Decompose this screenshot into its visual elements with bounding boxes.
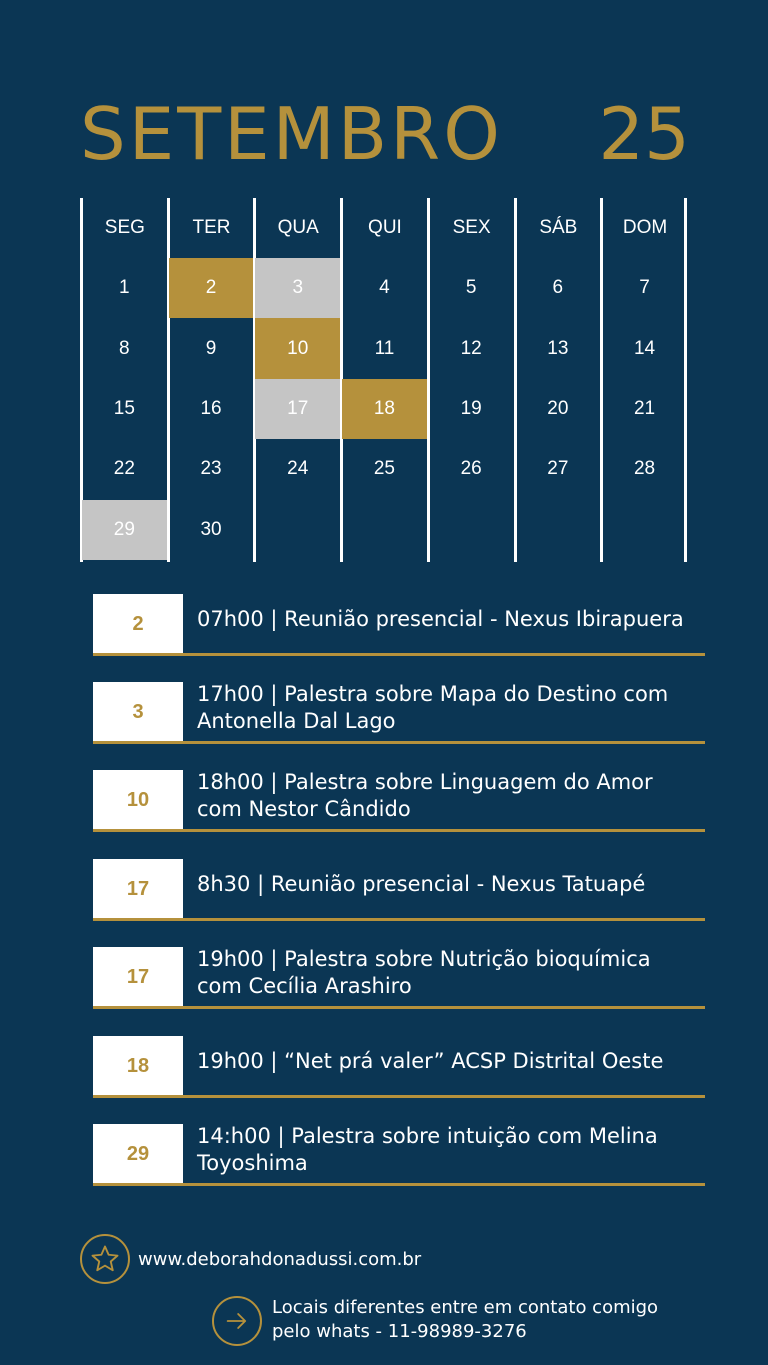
year-title: 25	[598, 92, 690, 176]
arrow-right-icon	[212, 1296, 262, 1346]
event-description-line: 19h00 | “Net prá valer” ACSP Distrital Oeste	[197, 1049, 664, 1073]
event-description-line: 18h00 | Palestra sobre Linguagem do Amor	[197, 770, 653, 794]
weekday-header: DOM	[622, 217, 668, 238]
calendar-day[interactable]: 30	[200, 518, 222, 540]
weekday-header: SÁB	[539, 217, 578, 238]
event-description	[197, 1048, 707, 1075]
calendar-day[interactable]: 24	[287, 458, 309, 480]
weekday-header: SEX	[452, 217, 491, 238]
event-date-box: 18	[93, 1036, 183, 1096]
calendar-day[interactable]: 18	[342, 379, 427, 439]
event-description-line: 8h30 | Reunião presencial - Nexus Tatuapé	[197, 872, 646, 896]
event-item	[93, 770, 705, 832]
event-description	[197, 606, 707, 633]
calendar-day[interactable]: 1	[119, 277, 130, 299]
calendar-day[interactable]: 11	[374, 337, 395, 359]
month-title: SETEMBRO	[80, 92, 503, 176]
event-description-line: Toyoshima	[197, 1151, 308, 1175]
event-item	[93, 594, 705, 656]
calendar-day[interactable]: 16	[200, 397, 222, 419]
event-description-line: com Nestor Cândido	[197, 797, 411, 821]
calendar-day[interactable]: 22	[113, 458, 135, 480]
calendar-day[interactable]: 20	[547, 397, 569, 419]
contact-line-1: Locais diferentes entre em contato comigo	[272, 1297, 659, 1318]
event-description-line: 14:h00 | Palestra sobre intuição com Melina	[197, 1124, 658, 1148]
calendar-day[interactable]: 12	[460, 337, 482, 359]
event-item	[93, 947, 705, 1009]
calendar-day[interactable]: 9	[205, 337, 217, 359]
event-item	[93, 682, 705, 744]
event-description-line: com Cecília Arashiro	[197, 974, 412, 998]
calendar-day[interactable]: 19	[460, 397, 482, 419]
event-description-line: 07h00 | Reunião presencial - Nexus Ibirapuera	[197, 607, 684, 631]
weekday-header: SEG	[104, 217, 145, 238]
calendar-day[interactable]: 28	[633, 458, 656, 480]
event-description	[197, 769, 707, 823]
calendar-day[interactable]: 17	[255, 379, 340, 439]
calendar-day[interactable]: 15	[113, 397, 135, 419]
star-icon	[80, 1234, 130, 1284]
event-description-line: 19h00 | Palestra sobre Nutrição bioquímica	[197, 947, 651, 971]
event-underline	[93, 1006, 705, 1009]
event-underline	[93, 653, 705, 656]
event-date-box: 17	[93, 947, 183, 1007]
calendar-day[interactable]: 10	[255, 318, 340, 378]
event-date-box: 2	[93, 594, 183, 654]
weekday-header: TER	[192, 217, 231, 238]
calendar-day[interactable]: 23	[200, 458, 222, 480]
calendar-day[interactable]: 21	[633, 397, 656, 419]
event-item	[93, 1124, 705, 1186]
event-description	[197, 946, 707, 1000]
event-item	[93, 1036, 705, 1098]
calendar-day[interactable]: 25	[373, 458, 395, 480]
event-date-box: 29	[93, 1124, 183, 1184]
calendar-day[interactable]: 26	[460, 458, 482, 480]
event-description	[197, 681, 707, 735]
event-item	[93, 859, 705, 921]
weekday-header: QUA	[277, 217, 319, 238]
event-underline	[93, 1183, 705, 1186]
contact-text	[272, 1296, 658, 1344]
calendar-day[interactable]: 8	[119, 337, 130, 359]
event-date-box: 10	[93, 770, 183, 830]
event-underline	[93, 741, 705, 744]
event-underline	[93, 829, 705, 832]
event-date-box: 3	[93, 682, 183, 742]
calendar-day[interactable]: 4	[379, 277, 390, 299]
event-description-line: 17h00 | Palestra sobre Mapa do Destino com	[197, 682, 669, 706]
calendar-day[interactable]: 2	[169, 258, 254, 318]
weekday-header: QUI	[368, 217, 402, 238]
event-description-line: Antonella Dal Lago	[197, 709, 396, 733]
event-description	[197, 871, 707, 898]
calendar	[80, 198, 689, 562]
event-underline	[93, 918, 705, 921]
calendar-day[interactable]: 14	[633, 337, 656, 359]
event-underline	[93, 1095, 705, 1098]
event-description	[197, 1123, 707, 1177]
calendar-day[interactable]: 6	[552, 277, 564, 299]
event-date-box: 17	[93, 859, 183, 919]
calendar-day[interactable]: 13	[547, 337, 569, 359]
calendar-day[interactable]: 5	[465, 277, 477, 299]
calendar-day[interactable]: 7	[639, 277, 650, 299]
calendar-day[interactable]: 27	[547, 458, 569, 480]
calendar-day[interactable]: 29	[82, 500, 167, 560]
calendar-day[interactable]: 3	[255, 258, 340, 318]
website-link[interactable]: www.deborahdonadussi.com.br	[138, 1249, 422, 1270]
contact-line-2: pelo whats - 11-98989-3276	[272, 1321, 527, 1342]
